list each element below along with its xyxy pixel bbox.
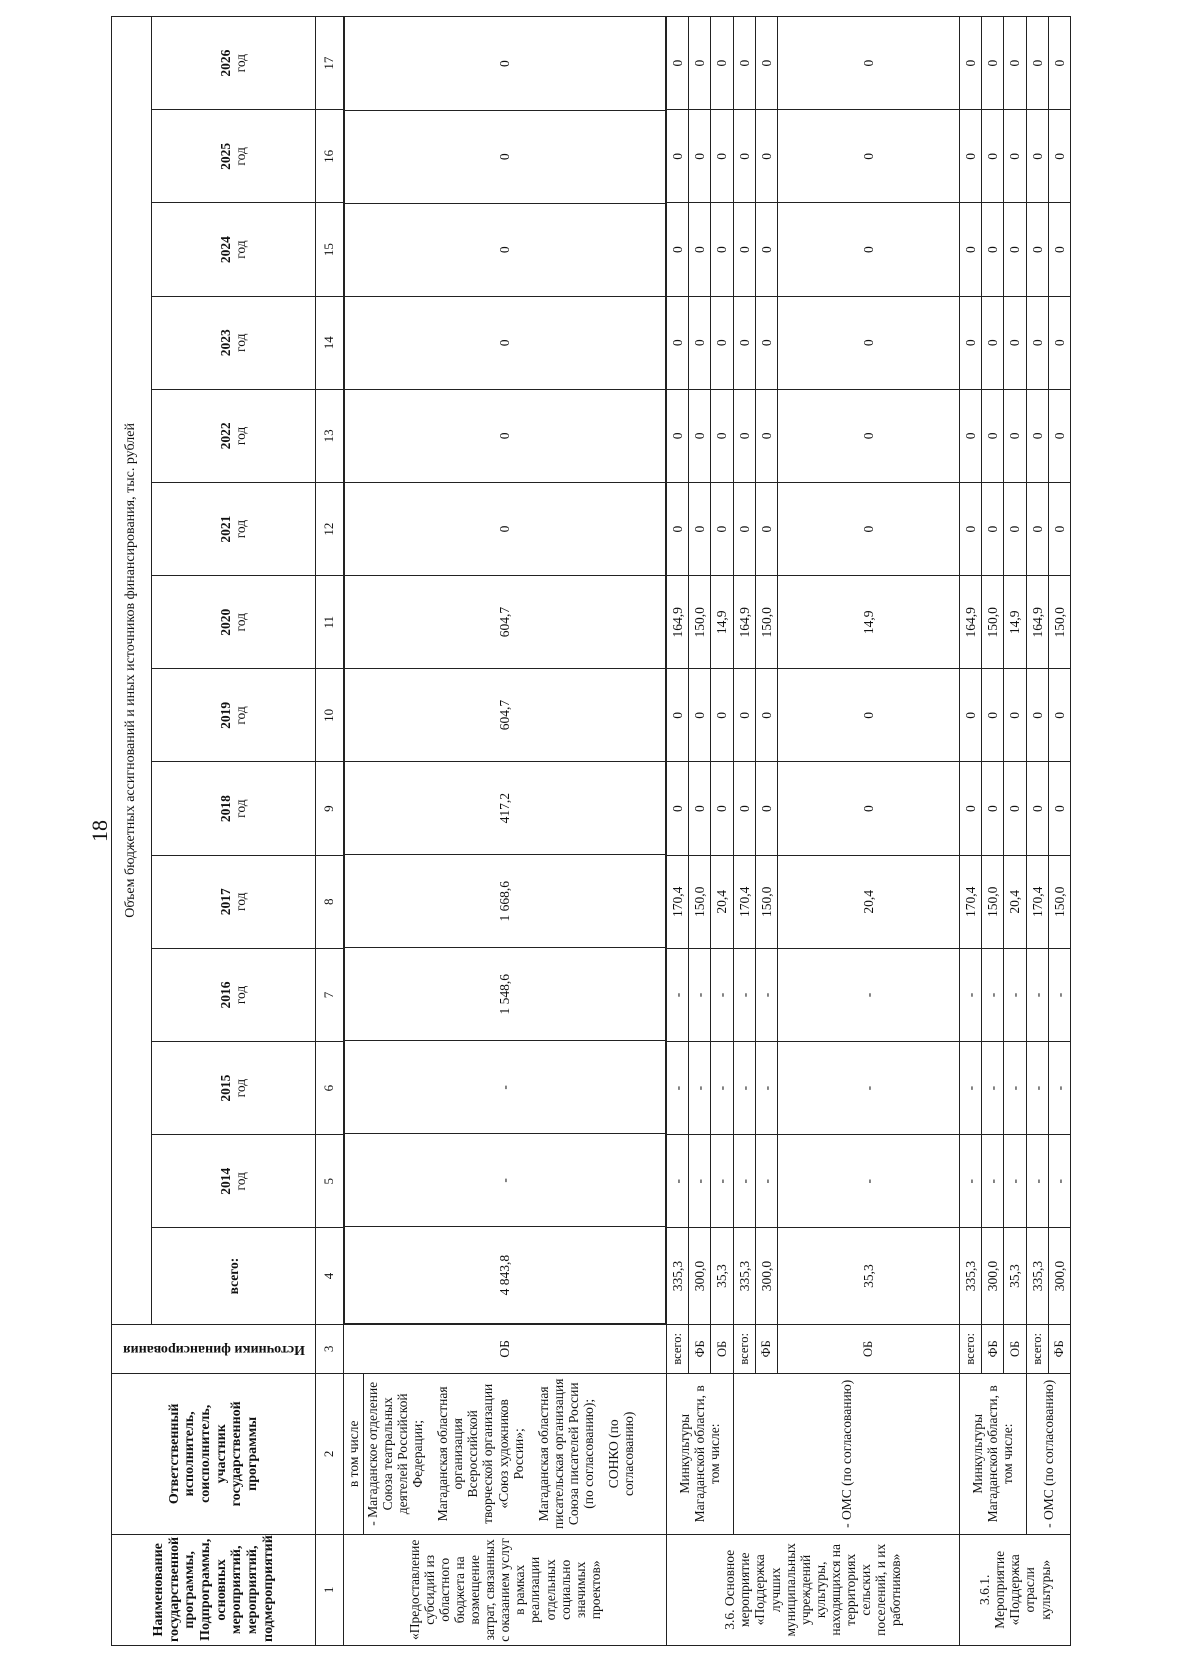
block2-value: 0 bbox=[689, 296, 711, 389]
block2-value: 0 bbox=[689, 203, 711, 296]
year-label: 2018 bbox=[218, 795, 234, 823]
year-label: 2022 bbox=[218, 422, 234, 450]
block2-oms-value: - bbox=[778, 948, 960, 1041]
column-number: 9 bbox=[316, 762, 344, 855]
block2-value: 150,0 bbox=[755, 855, 777, 948]
block3-source: ФБ bbox=[1048, 1324, 1070, 1373]
year-label: 2023 bbox=[218, 329, 234, 357]
column-number: 4 bbox=[316, 1228, 344, 1324]
year-label: 2016 bbox=[218, 981, 234, 1009]
column-number: 13 bbox=[316, 389, 344, 482]
block2-value: - bbox=[711, 1135, 733, 1228]
block3-value: 0 bbox=[982, 482, 1004, 575]
block2-value: 0 bbox=[711, 296, 733, 389]
year-unit: год bbox=[233, 892, 249, 911]
block3-value: 0 bbox=[1004, 762, 1026, 855]
year-unit: год bbox=[233, 985, 249, 1005]
block2-value: 0 bbox=[689, 762, 711, 855]
block3-value: 150,0 bbox=[1048, 576, 1070, 669]
year-unit: год bbox=[233, 613, 249, 632]
block2-oms-value: - bbox=[778, 1135, 960, 1228]
block2-value: 0 bbox=[733, 762, 755, 855]
block2-oms-value: 0 bbox=[778, 482, 960, 575]
header-year-2019 bbox=[151, 669, 316, 762]
block1-value: 417,2 bbox=[344, 762, 665, 855]
year-label: 2019 bbox=[218, 701, 234, 729]
block1-value: 0 bbox=[344, 296, 665, 389]
column-number: 3 bbox=[316, 1324, 344, 1373]
block1-executor-head: в том числе bbox=[343, 1373, 363, 1534]
block3-value: 0 bbox=[1004, 669, 1026, 762]
block2-oms-value: 0 bbox=[778, 110, 960, 203]
block2-value: 0 bbox=[711, 389, 733, 482]
block2-oms-value: 0 bbox=[778, 762, 960, 855]
block2-oms-value: 0 bbox=[778, 17, 960, 110]
block3-value: - bbox=[1004, 948, 1026, 1041]
block2-value: 0 bbox=[733, 203, 755, 296]
block1-value: 604,7 bbox=[344, 669, 665, 762]
block2-value: 0 bbox=[755, 296, 777, 389]
year-unit: год bbox=[233, 53, 249, 73]
block2-value: 0 bbox=[755, 110, 777, 203]
block2-oms-value: 0 bbox=[778, 389, 960, 482]
block3-value: 0 bbox=[1048, 762, 1070, 855]
year-unit: год bbox=[233, 706, 249, 725]
block3-value: 14,9 bbox=[1004, 576, 1026, 669]
block3-executor-oms: - ОМС (по согласованию) bbox=[1026, 1373, 1071, 1534]
block3-value: - bbox=[1004, 1042, 1026, 1135]
block3-value: 0 bbox=[959, 296, 981, 389]
block3-value: 0 bbox=[1004, 110, 1026, 203]
block3-value: 0 bbox=[1026, 203, 1048, 296]
block2-oms-source: ОБ bbox=[778, 1324, 960, 1373]
funding-table bbox=[111, 16, 1071, 1646]
block2-value: 0 bbox=[755, 389, 777, 482]
block3-value: 0 bbox=[982, 669, 1004, 762]
header-year-2023 bbox=[151, 296, 316, 389]
block2-value: - bbox=[733, 1135, 755, 1228]
block2-value: - bbox=[733, 948, 755, 1041]
block3-value: - bbox=[1026, 948, 1048, 1041]
block3-value: - bbox=[1004, 1135, 1026, 1228]
block2-value: 164,9 bbox=[666, 576, 688, 669]
block1-value: 0 bbox=[344, 17, 665, 110]
block3-executor-ministry: Минкультуры Магаданской области, в том числе: bbox=[959, 1373, 1026, 1534]
block3-value: 0 bbox=[1048, 17, 1070, 110]
block2-value: 35,3 bbox=[711, 1228, 733, 1324]
block2-value: 0 bbox=[733, 110, 755, 203]
header-year-2022 bbox=[151, 389, 316, 482]
year-label: 2026 bbox=[218, 49, 234, 77]
header-year-2024 bbox=[151, 203, 316, 296]
block3-value: 150,0 bbox=[982, 576, 1004, 669]
block1-value: 4 843,8 bbox=[344, 1227, 665, 1323]
column-number: 5 bbox=[316, 1135, 344, 1228]
block2-value: 335,3 bbox=[733, 1228, 755, 1324]
block2-value: 20,4 bbox=[711, 855, 733, 948]
column-number: 7 bbox=[316, 948, 344, 1041]
block2-value: 0 bbox=[711, 110, 733, 203]
block2-value: 0 bbox=[666, 203, 688, 296]
block2-value: 0 bbox=[689, 482, 711, 575]
block1-source: ОБ bbox=[343, 1324, 666, 1373]
block3-value: 35,3 bbox=[1004, 1228, 1026, 1324]
block2-value: - bbox=[666, 1042, 688, 1135]
block1-value: - bbox=[344, 1134, 665, 1227]
column-number: 1 bbox=[316, 1534, 344, 1645]
block2-source: ФБ bbox=[689, 1324, 711, 1373]
block2-value: 0 bbox=[689, 669, 711, 762]
year-label: 2021 bbox=[218, 515, 234, 543]
block2-value: - bbox=[755, 948, 777, 1041]
header-year-2018 bbox=[151, 762, 316, 855]
block2-value: 300,0 bbox=[689, 1228, 711, 1324]
block2-value: 300,0 bbox=[755, 1228, 777, 1324]
header-year-2017 bbox=[151, 855, 316, 948]
header-source: Источники финансирования bbox=[112, 1324, 316, 1373]
header-year-2020 bbox=[151, 576, 316, 669]
header-total: всего: bbox=[151, 1228, 316, 1324]
block1-value: 0 bbox=[344, 389, 665, 482]
block2-value: 0 bbox=[711, 203, 733, 296]
block3-value: 335,3 bbox=[959, 1228, 981, 1324]
column-number: 10 bbox=[316, 669, 344, 762]
header-year-2016 bbox=[151, 948, 316, 1041]
block2-value: 0 bbox=[755, 482, 777, 575]
block2-executor-oms: - ОМС (по согласованию) bbox=[733, 1373, 959, 1534]
block2-value: 14,9 bbox=[711, 576, 733, 669]
year-unit: год bbox=[233, 1078, 249, 1098]
column-number: 17 bbox=[316, 17, 344, 110]
year-unit: год bbox=[233, 519, 249, 539]
block3-value: 0 bbox=[982, 17, 1004, 110]
block3-row bbox=[1026, 17, 1048, 1646]
block2-oms-value: 0 bbox=[778, 296, 960, 389]
block2-value: 170,4 bbox=[666, 855, 688, 948]
column-number: 15 bbox=[316, 203, 344, 296]
block3-value: 0 bbox=[959, 17, 981, 110]
block3-value: 0 bbox=[1026, 110, 1048, 203]
block3-value: - bbox=[1048, 948, 1070, 1041]
block3-value: 0 bbox=[1004, 482, 1026, 575]
block3-value: 0 bbox=[1026, 296, 1048, 389]
block2-value: 0 bbox=[733, 669, 755, 762]
block3-value: 0 bbox=[1026, 389, 1048, 482]
column-number: 14 bbox=[316, 296, 344, 389]
block3-value: 0 bbox=[982, 762, 1004, 855]
block2-source: всего: bbox=[666, 1324, 688, 1373]
block3-value: - bbox=[1048, 1135, 1070, 1228]
year-unit: год bbox=[233, 147, 249, 166]
block2-value: 0 bbox=[733, 389, 755, 482]
block3-value: 170,4 bbox=[959, 855, 981, 948]
block2-value: 0 bbox=[733, 296, 755, 389]
block2-oms-value: 35,3 bbox=[778, 1228, 960, 1324]
header-year-2026 bbox=[151, 17, 316, 110]
block3-value: 335,3 bbox=[1026, 1228, 1048, 1324]
block1-value: 0 bbox=[344, 110, 665, 203]
header-executor: Ответственный исполнитель, соисполнитель, участник государственной программы bbox=[112, 1373, 316, 1534]
block3-value: 0 bbox=[982, 296, 1004, 389]
page-number: 18 bbox=[87, 820, 112, 842]
block2-value: 0 bbox=[666, 669, 688, 762]
block2-value: - bbox=[689, 1135, 711, 1228]
year-unit: год bbox=[233, 426, 249, 446]
block2-value: - bbox=[711, 948, 733, 1041]
block3-value: 0 bbox=[1048, 110, 1070, 203]
header-year-2021 bbox=[151, 482, 316, 575]
block2-value: 0 bbox=[711, 17, 733, 110]
executor-theatre-union: - Магаданское отделение Союза театральных деятелей Российской Федерации; bbox=[364, 1381, 425, 1526]
block2-value: 0 bbox=[755, 17, 777, 110]
year-unit: год bbox=[233, 799, 249, 818]
block2-oms-value: 14,9 bbox=[778, 576, 960, 669]
block2-value: 0 bbox=[755, 762, 777, 855]
header-year-2015 bbox=[151, 1042, 316, 1135]
block3-source: всего: bbox=[1026, 1324, 1048, 1373]
block3-source: всего: bbox=[959, 1324, 981, 1373]
block2-value: 150,0 bbox=[689, 855, 711, 948]
block2-row bbox=[733, 17, 755, 1646]
year-label: 2025 bbox=[218, 142, 234, 170]
block3-value: 0 bbox=[1004, 389, 1026, 482]
block3-value: 0 bbox=[959, 669, 981, 762]
block2-value: 335,3 bbox=[666, 1228, 688, 1324]
year-label: 2015 bbox=[218, 1074, 234, 1102]
block3-value: 0 bbox=[959, 389, 981, 482]
block2-value: 150,0 bbox=[689, 576, 711, 669]
block2-value: - bbox=[733, 1042, 755, 1135]
column-number: 16 bbox=[316, 110, 344, 203]
block1-value: 0 bbox=[344, 482, 665, 575]
block3-value: 0 bbox=[1026, 17, 1048, 110]
block2-source: ФБ bbox=[755, 1324, 777, 1373]
year-unit: год bbox=[233, 333, 249, 352]
block3-value: 300,0 bbox=[1048, 1228, 1070, 1324]
block3-value: 0 bbox=[959, 762, 981, 855]
rotated-page bbox=[111, 16, 1071, 1646]
block3-value: 164,9 bbox=[959, 576, 981, 669]
header-program-name: Наименование государственной программы, Подпрограммы, основных мероприятий, мероприятий, подмероприятий bbox=[112, 1534, 316, 1645]
block2-value: - bbox=[755, 1135, 777, 1228]
block3-value: 0 bbox=[1048, 296, 1070, 389]
block3-value: 150,0 bbox=[1048, 855, 1070, 948]
block3-value: 20,4 bbox=[1004, 855, 1026, 948]
header-funding-title: Объем бюджетных ассигнований и иных источников финансирования, тыс. рублей bbox=[112, 17, 152, 1325]
block2-oms-value: - bbox=[778, 1042, 960, 1135]
block2-value: 170,4 bbox=[733, 855, 755, 948]
block2-value: 0 bbox=[755, 669, 777, 762]
block2-value: 0 bbox=[689, 17, 711, 110]
block3-value: - bbox=[959, 1135, 981, 1228]
block3-value: 170,4 bbox=[1026, 855, 1048, 948]
block2-value: 0 bbox=[666, 110, 688, 203]
block3-value: 150,0 bbox=[982, 855, 1004, 948]
block2-value: 0 bbox=[666, 17, 688, 110]
block2-value: 0 bbox=[711, 669, 733, 762]
block1-value: - bbox=[344, 1041, 665, 1134]
executor-sonko: СОНКО (по согласованию) bbox=[606, 1411, 637, 1496]
column-number: 11 bbox=[316, 576, 344, 669]
block3-value: - bbox=[959, 948, 981, 1041]
block3-value: 0 bbox=[959, 203, 981, 296]
block2-value: 0 bbox=[733, 17, 755, 110]
column-number: 6 bbox=[316, 1042, 344, 1135]
block2-value: 0 bbox=[711, 482, 733, 575]
block1-value: 604,7 bbox=[344, 576, 665, 669]
block3-value: - bbox=[1048, 1042, 1070, 1135]
block2-executor-ministry: Минкультуры Магаданской области, в том числе: bbox=[666, 1373, 733, 1534]
year-unit: год bbox=[233, 240, 249, 259]
block2-value: - bbox=[755, 1042, 777, 1135]
block2-value: - bbox=[711, 1042, 733, 1135]
block1-values bbox=[344, 17, 666, 1324]
block3-value: 0 bbox=[959, 482, 981, 575]
year-label: 2017 bbox=[218, 888, 234, 916]
block2-oms-value: 20,4 bbox=[778, 855, 960, 948]
block2-value: 0 bbox=[666, 389, 688, 482]
column-number: 12 bbox=[316, 482, 344, 575]
header-year-2025 bbox=[151, 110, 316, 203]
block2-value: - bbox=[666, 948, 688, 1041]
block2-value: 0 bbox=[689, 389, 711, 482]
executor-writers-union: Магаданская областная писательская организация Союза писателей России (по согласованию); bbox=[535, 1378, 597, 1530]
block2-oms-value: 0 bbox=[778, 669, 960, 762]
block3-value: - bbox=[982, 1042, 1004, 1135]
column-number: 8 bbox=[316, 855, 344, 948]
block2-value: 0 bbox=[755, 203, 777, 296]
block1-executors bbox=[363, 1373, 666, 1534]
block3-source: ОБ bbox=[1004, 1324, 1026, 1373]
block3-value: 0 bbox=[1048, 669, 1070, 762]
column-number: 2 bbox=[316, 1373, 344, 1534]
year-label: 2020 bbox=[218, 608, 234, 636]
block3-value: 164,9 bbox=[1026, 576, 1048, 669]
block2-value: 0 bbox=[733, 482, 755, 575]
block3-value: 0 bbox=[1026, 482, 1048, 575]
block3-value: 0 bbox=[959, 110, 981, 203]
block2-source: всего: bbox=[733, 1324, 755, 1373]
block1-value: 1 668,6 bbox=[344, 855, 665, 948]
block3-value: - bbox=[982, 948, 1004, 1041]
block3-value: 0 bbox=[1004, 296, 1026, 389]
block3-value: 0 bbox=[1048, 203, 1070, 296]
block2-value: - bbox=[666, 1135, 688, 1228]
block2-value: - bbox=[689, 1042, 711, 1135]
block2-value: 0 bbox=[666, 482, 688, 575]
block2-name: 3.6. Основное мероприятие «Поддержка лучших муниципальных учреждений культуры, находящихся на территориях сельских поселений, и их работников» bbox=[666, 1534, 959, 1645]
block2-row bbox=[666, 17, 688, 1646]
block1-value: 0 bbox=[344, 203, 665, 296]
year-label: 2024 bbox=[218, 236, 234, 264]
block3-name: 3.6.1. Мероприятие «Поддержка отрасли культуры» bbox=[959, 1534, 1070, 1645]
block3-value: - bbox=[982, 1135, 1004, 1228]
block2-source: ОБ bbox=[711, 1324, 733, 1373]
block1-value: 1 548,6 bbox=[344, 948, 665, 1041]
block3-value: 0 bbox=[1026, 762, 1048, 855]
executor-artists-union: Магаданская областная организация Всероссийской творческой организации «Союз художников России»; bbox=[435, 1383, 526, 1524]
block3-value: - bbox=[959, 1042, 981, 1135]
block3-value: - bbox=[1026, 1135, 1048, 1228]
block3-value: 300,0 bbox=[982, 1228, 1004, 1324]
block3-value: 0 bbox=[1026, 669, 1048, 762]
block3-value: 0 bbox=[1048, 482, 1070, 575]
block2-value: 164,9 bbox=[733, 576, 755, 669]
block2-value: - bbox=[689, 948, 711, 1041]
block2-value: 0 bbox=[666, 296, 688, 389]
year-label: 2014 bbox=[218, 1167, 234, 1195]
block3-value: 0 bbox=[982, 389, 1004, 482]
block3-value: 0 bbox=[982, 203, 1004, 296]
block3-value: 0 bbox=[1004, 203, 1026, 296]
block3-value: 0 bbox=[1004, 17, 1026, 110]
block3-value: 0 bbox=[1048, 389, 1070, 482]
block3-value: 0 bbox=[982, 110, 1004, 203]
header-year-2014 bbox=[151, 1135, 316, 1228]
block3-source: ФБ bbox=[982, 1324, 1004, 1373]
block3-row bbox=[959, 17, 981, 1646]
block3-value: - bbox=[1026, 1042, 1048, 1135]
block2-value: 0 bbox=[666, 762, 688, 855]
block2-value: 0 bbox=[711, 762, 733, 855]
block2-value: 150,0 bbox=[755, 576, 777, 669]
year-unit: год bbox=[233, 1172, 249, 1191]
block1-name: «Предоставление субсидий из областного бюджета на возмещение затрат, связанных с оказанием услуг в рамках реализации отдельных социально значимых проектов» bbox=[343, 1534, 666, 1645]
block2-value: 0 bbox=[689, 110, 711, 203]
block2-oms-value: 0 bbox=[778, 203, 960, 296]
